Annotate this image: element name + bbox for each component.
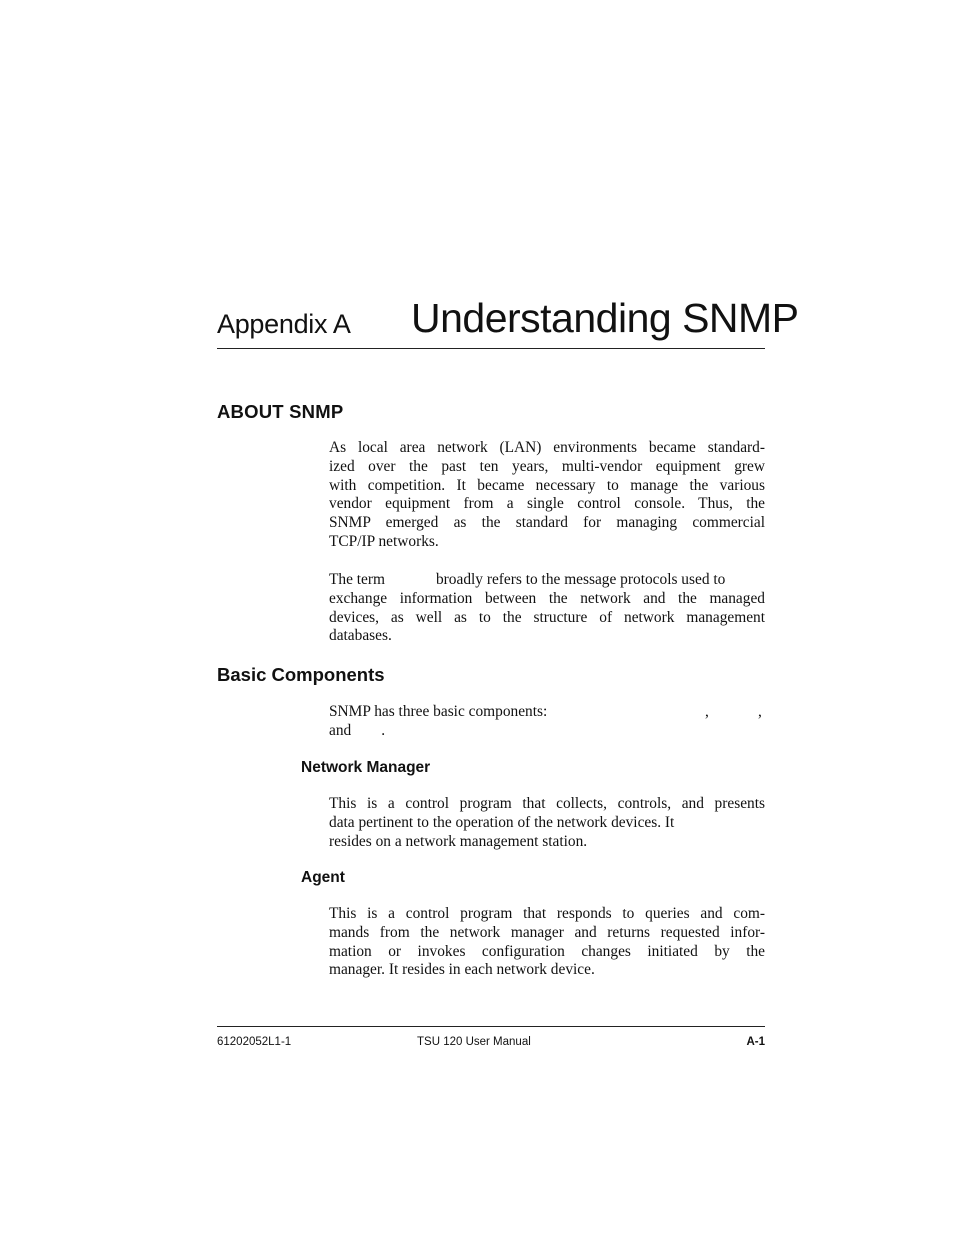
text-line: vendor equipment from a single control console. Thus, the: [329, 495, 765, 513]
text-fragment: ,: [705, 703, 709, 720]
text-line: [329, 703, 765, 722]
text-line: mands from the network manager and returns requested infor-: [329, 923, 765, 941]
footer-doc-number: 61202052L1-1: [217, 1036, 292, 1048]
text-line: [329, 571, 765, 590]
subheading-network-manager: Network Manager: [301, 759, 431, 776]
section-heading-about-snmp: ABOUT SNMP: [217, 401, 344, 422]
footer-manual-title: TSU 120 User Manual: [417, 1036, 531, 1048]
text-line: ized over the past ten years, multi-vendor equipment grew: [329, 457, 765, 475]
text-line: This is a control program that responds to queries and com-: [329, 905, 765, 922]
text-line: [329, 722, 765, 741]
text-fragment: SNMP has three basic components:: [329, 703, 548, 720]
subheading-agent: Agent: [301, 869, 345, 886]
text-line: manager. It resides in each network device.: [329, 961, 595, 979]
text-line: mation or invokes configuration changes initiated by the: [329, 942, 765, 960]
footer-rule: [217, 1026, 765, 1027]
section-heading-basic-components: Basic Components: [217, 664, 385, 685]
text-line: SNMP emerged as the standard for managing commercial: [329, 514, 765, 532]
appendix-label: Appendix A: [217, 309, 351, 339]
text-fragment: .: [381, 721, 386, 739]
basic-components-paragraph: [329, 703, 765, 741]
about-paragraph-1: [329, 439, 765, 552]
text-line: TCP/IP networks.: [329, 532, 439, 550]
text-line: This is a control program that collects, controls, and presents: [329, 795, 765, 812]
text-fragment: ,: [758, 703, 762, 720]
text-fragment: and: [329, 721, 352, 739]
agent-paragraph: [329, 905, 765, 980]
text-line: databases.: [329, 627, 392, 645]
text-line: exchange information between the network and the managed: [329, 589, 765, 607]
about-paragraph-2: [329, 571, 765, 646]
text-fragment: broadly refers to the message protocols used to: [435, 571, 726, 588]
text-line: resides on a network management station.: [329, 832, 588, 850]
text-line: with competition. It became necessary to manage the various: [329, 476, 765, 494]
network-manager-paragraph: [329, 795, 765, 851]
chapter-header: [217, 295, 799, 349]
chapter-title: Understanding SNMP: [411, 295, 799, 341]
text-line: data pertinent to the operation of the network devices. It: [329, 813, 675, 831]
text-line: devices, as well as to the structure of network management: [329, 608, 765, 626]
footer-page-number: A-1: [746, 1036, 765, 1048]
text-line: As local area network (LAN) environments became standard-: [329, 439, 765, 456]
text-fragment: The term: [329, 571, 385, 588]
